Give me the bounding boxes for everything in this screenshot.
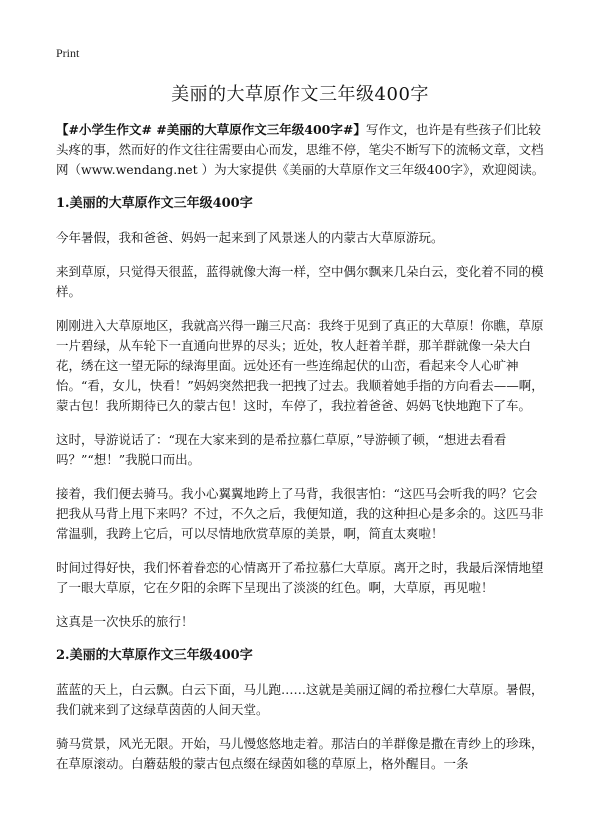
section-1-paragraph: 来到草原，只觉得天很蓝，蓝得就像大海一样，空中偶尔飘来几朵白云，变化着不同的模样。 <box>56 264 544 299</box>
section-1-paragraph: 刚刚进入大草原地区，我就高兴得一蹦三尺高：我终于见到了真正的大草原！你瞧，草原一片碧绿，从车轮下一直通向世界的尽头；近处，牧人赶着羊群，那羊群就像一朵大白花，绣在这一望无际的绿海里面。远处还有一些连绵起伏的山峦，看起来令人心旷神怡。“看，女儿，快看！”妈妈突然把我一把拽了过去。我顺着她手指的方向看去——啊，蒙古包！我所期待已久的蒙古包！这时，车停了，我拉着爸爸、妈妈飞快地跑下了车。 <box>56 318 544 413</box>
intro-text: 写作文，也许是有些孩子们比较头疼的事，然而好的作文往往需要由心而发，思维不停，笔尖不断写下的流畅文章，文档网（www.wendang.net ）为大家提供《美丽的大草原作文三年级400字》，欢迎阅读。 <box>56 122 545 177</box>
print-label: Print <box>56 46 80 60</box>
section-1-paragraph: 这时，导游说话了：“现在大家来到的是希拉慕仁草原，”导游顿了顿，“想进去看看吗？”“想！”我脱口而出。 <box>56 432 507 467</box>
section-2-heading: 2.美丽的大草原作文三年级400字 <box>56 648 253 663</box>
section-2-paragraph: 蓝蓝的天上，白云飘。白云下面，马儿跑……这就是美丽辽阔的希拉穆仁大草原。暑假，我们就来到了这绿草茵茵的人间天堂。 <box>56 682 544 717</box>
intro-paragraph <box>56 120 548 180</box>
document-title: 美丽的大草原作文三年级400字 <box>171 84 429 105</box>
document-body <box>56 120 548 788</box>
section-1-heading: 1.美丽的大草原作文三年级400字 <box>56 196 253 211</box>
section-2-paragraph: 骑马赏景，风光无限。开始，马儿慢悠悠地走着。那洁白的羊群像是撒在青纱上的珍珠，在草原滚动。白蘑菇般的蒙古包点缀在绿茵如毯的草原上，格外醒目。一条 <box>56 736 544 771</box>
section-1-paragraph: 这真是一次快乐的旅行！ <box>56 614 194 629</box>
intro-tag: 【#小学生作文# #美丽的大草原作文三年级400字#】 <box>56 122 366 137</box>
section-1-paragraph: 时间过得好快，我们怀着眷恋的心情离开了希拉慕仁大草原。离开之时，我最后深情地望了一眼大草原，它在夕阳的余晖下呈现出了淡淡的红色。啊，大草原，再见啦！ <box>56 560 544 595</box>
section-1-paragraph: 今年暑假，我和爸爸、妈妈一起来到了风景迷人的内蒙古大草原游玩。 <box>56 230 444 245</box>
section-1-paragraph: 接着，我们便去骑马。我小心翼翼地跨上了马背，我很害怕：“这匹马会听我的吗？它会把我从马背上甩下来吗？不过，不久之后，我便知道，我的这种担心是多余的。这匹马非常温驯，我跨上它后，可以尽情地欣赏草原的美景，啊，简直太爽啦！ <box>56 486 544 541</box>
